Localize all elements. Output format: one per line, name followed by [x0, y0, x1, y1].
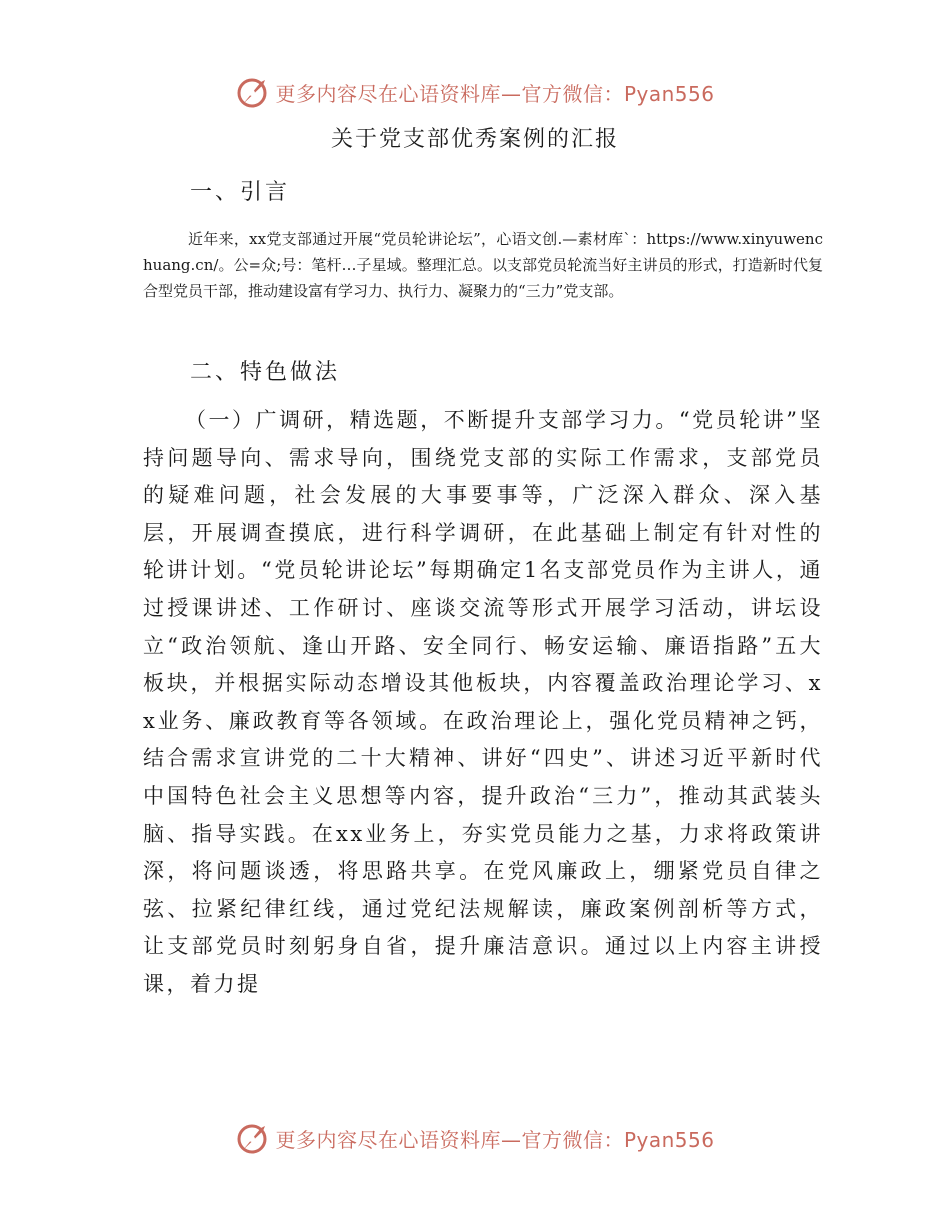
quill-logo-icon [235, 1120, 271, 1156]
document-title: 关于党支部优秀案例的汇报 [330, 127, 619, 152]
section-heading-introduction: 一、引言 [190, 180, 291, 205]
introduction-paragraph: 近年来，xx党支部通过开展“党员轮讲论坛”，心语文创.—素材库`：https://www.xinyuwenchuang.cn/。公=众;号：笔杆…子星域。整理汇总。以支部党员轮流当好主讲员的形式，打造新时代复合型党员干部，推动建设富有学习力、执行力、凝聚力的“三力”党支部。 [143, 230, 823, 300]
quill-logo-icon [235, 74, 271, 110]
section-heading-practices: 二、特色做法 [190, 360, 341, 385]
watermark-banner-bottom [0, 1118, 950, 1158]
watermark-text: 更多内容尽在心语资料库—官方微信：Pyan556 [275, 1127, 715, 1152]
watermark-banner-top [0, 72, 950, 112]
watermark-text: 更多内容尽在心语资料库—官方微信：Pyan556 [275, 81, 715, 106]
practices-paragraph: （一）广调研，精选题，不断提升支部学习力。“党员轮讲”坚持问题导向、需求导向，围绕党支部的实际工作需求，支部党员的疑难问题，社会发展的大事要事等，广泛深入群众、深入基层，开展调查摸底，进行科学调研，在此基础上制定有针对性的轮讲计划。“党员轮讲论坛”每期确定1名支部党员作为主讲人，通过授课讲述、工作研讨、座谈交流等形式开展学习活动，讲坛设立“政治领航、逢山开路、安全同行、畅安运输、廉语指路”五大板块，并根据实际动态增设其他板块，内容覆盖政治理论学习、xx业务、廉政教育等各领域。在政治理论上，强化党员精神之钙，结合需求宣讲党的二十大精神、讲好“四史”、讲述习近平新时代中国特色社会主义思想等内容，提升政治“三力”，推动其武装头脑、指导实践。在xx业务上，夯实党员能力之基，力求将政策讲深，将问题谈透，将思路共享。在党风廉政上，绷紧党员自律之弦、拉紧纪律红线，通过党纪法规解读，廉政案例剖析等方式，让支部党员时刻躬身自省，提升廉洁意识。通过以上内容主讲授课，着力提 [143, 408, 823, 996]
